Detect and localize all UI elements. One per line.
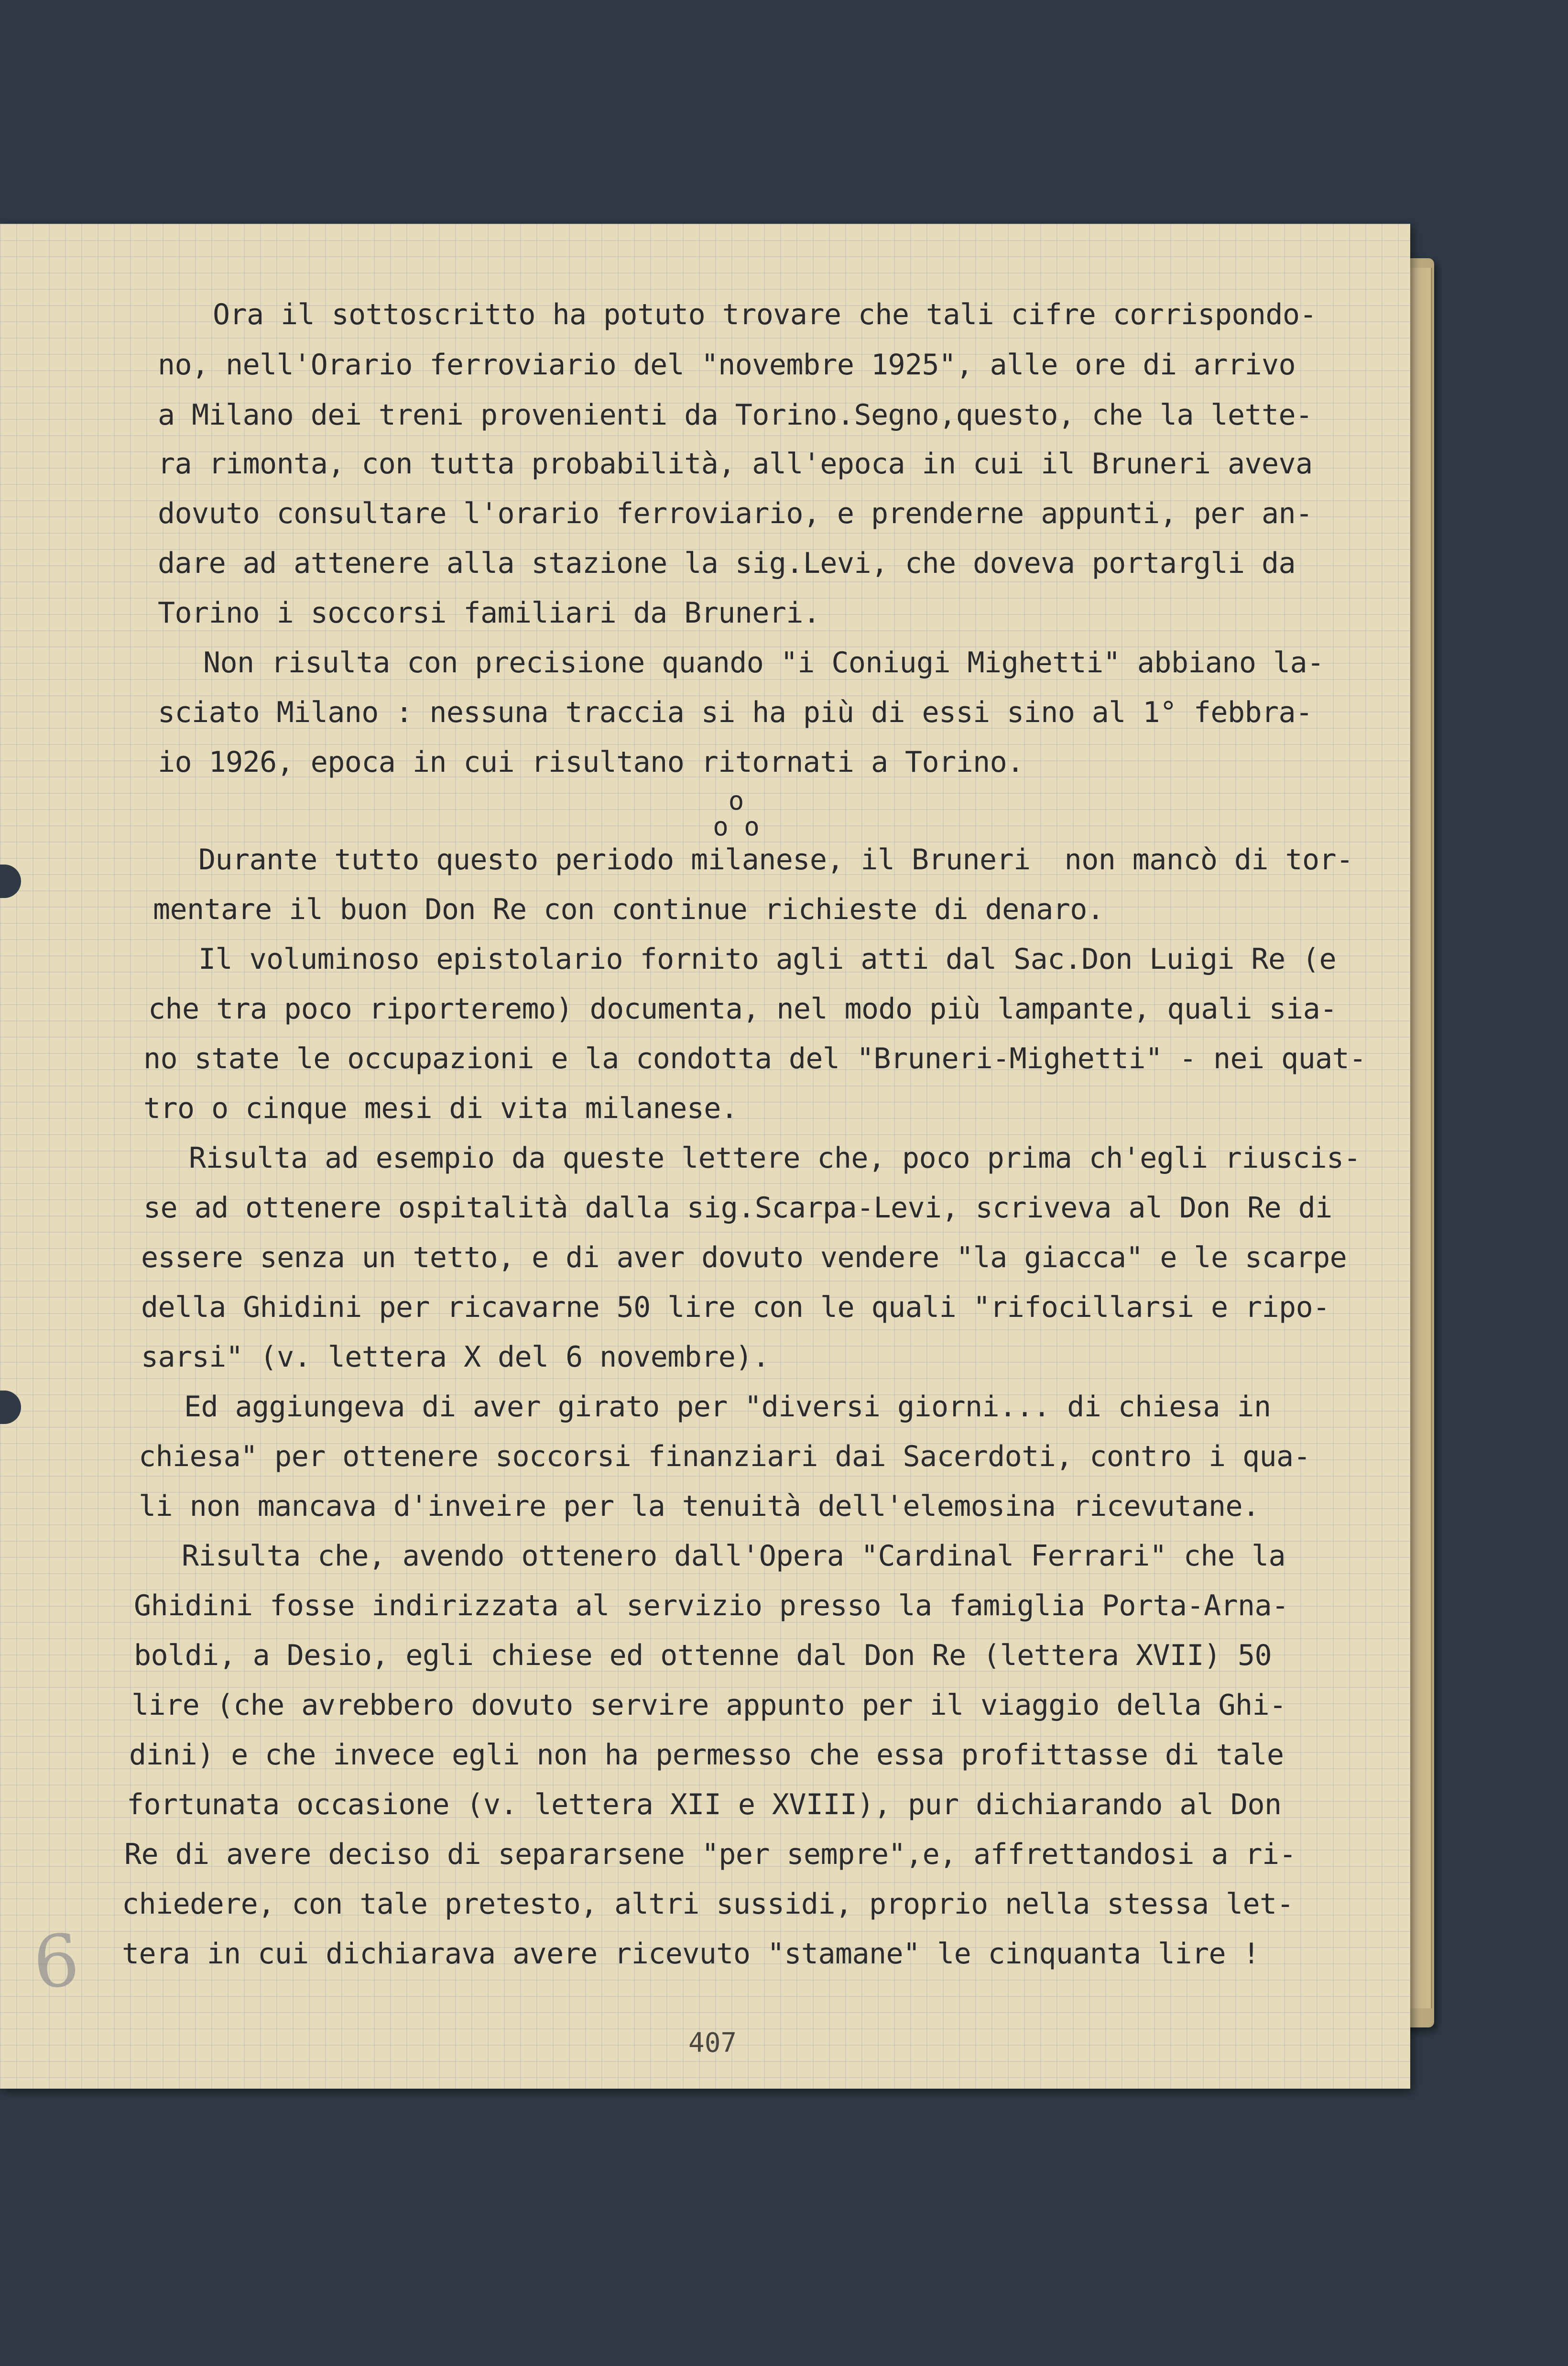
text-line: lire (che avrebbero dovuto servire appunto per il viaggio della Ghi- (131, 1688, 1286, 1722)
text-line: Il voluminoso epistolario fornito agli atti dal Sac.Don Luigi Re (e (198, 942, 1337, 976)
text-line: della Ghidini per ricavarne 50 lire con le quali "rifocillarsi e ripo- (141, 1291, 1330, 1324)
text-line: se ad ottenere ospitalità dalla sig.Scarpa-Levi, scriveva al Don Re di (143, 1191, 1332, 1225)
text-line: dini) e che invece egli non ha permesso che essa profittasse di tale (129, 1738, 1284, 1772)
text-line: fortunata occasione (v. lettera XII e XVIII), pur dichiarando al Don (127, 1788, 1282, 1821)
text-line: chiedere, con tale pretesto, altri sussidi, proprio nella stessa let- (122, 1887, 1294, 1921)
text-line: sciato Milano : nessuna traccia si ha più di essi sino al 1° febbra- (158, 696, 1313, 729)
typed-text-body (0, 224, 1410, 2089)
text-line: Ghidini fosse indirizzata al servizio presso la famiglia Porta-Arna- (134, 1589, 1289, 1622)
typed-page (0, 224, 1410, 2089)
text-line: Re di avere deciso di separarsene "per sempre",e, affrettandosi a ri- (124, 1838, 1296, 1871)
text-line: a Milano dei treni provenienti da Torino.Segno,questo, che la lette- (158, 398, 1313, 432)
text-line: che tra poco riporteremo) documenta, nel modo più lampante, quali sia- (148, 992, 1337, 1026)
text-line: li non mancava d'inveire per la tenuità dell'elemosina ricevutane. (139, 1490, 1260, 1523)
text-line: Ora il sottoscritto ha potuto trovare che tali cifre corrispondo- (213, 298, 1317, 331)
text-line: essere senza un tetto, e di aver dovuto vendere "la giacca" e le scarpe (141, 1241, 1347, 1274)
text-line: Risulta ad esempio da queste lettere che, poco prima ch'egli riuscis- (189, 1141, 1361, 1175)
text-line: Risulta che, avendo ottenero dall'Opera "Cardinal Ferrari" che la (182, 1539, 1285, 1573)
text-line: no state le occupazioni e la condotta del "Bruneri-Mighetti" - nei quat- (143, 1042, 1366, 1075)
text-line: io 1926, epoca in cui risultano ritornati a Torino. (158, 745, 1024, 779)
text-line: tera in cui dichiarava avere ricevuto "stamane" le cinquanta lire ! (122, 1937, 1260, 1971)
page-number: 407 (688, 2027, 737, 2059)
margin-handwritten-mark: 6 (31, 1918, 82, 2005)
text-line: chiesa" per ottenere soccorsi finanziari dai Sacerdoti, contro i qua- (139, 1440, 1311, 1473)
text-line: Non risulta con precisione quando "i Coniugi Mighetti" abbiano la- (203, 646, 1324, 679)
text-line: mentare il buon Don Re con continue richieste di denaro. (153, 893, 1104, 926)
text-line: Torino i soccorsi familiari da Bruneri. (158, 596, 820, 630)
text-line: dovuto consultare l'orario ferroviario, e prenderne appunti, per an- (158, 497, 1313, 530)
text-line: dare ad attenere alla stazione la sig.Levi, che doveva portargli da (158, 547, 1296, 580)
text-line: no, nell'Orario ferroviario del "novembre 1925", alle ore di arrivo (158, 348, 1296, 382)
text-line: sarsi" (v. lettera X del 6 novembre). (141, 1340, 770, 1374)
text-line: Durante tutto questo periodo milanese, il Bruneri non mancò di tor- (198, 843, 1353, 876)
text-line: tro o cinque mesi di vita milanese. (143, 1092, 738, 1125)
text-line: ra rimonta, con tutta probabilità, all'epoca in cui il Bruneri aveva (158, 447, 1313, 481)
text-line: boldi, a Desio, egli chiese ed ottenne dal Don Re (lettera XVII) 50 (134, 1639, 1272, 1672)
section-ornament: o o o (713, 786, 760, 842)
text-line: Ed aggiungeva di aver girato per "diversi giorni... di chiesa in (184, 1390, 1271, 1424)
